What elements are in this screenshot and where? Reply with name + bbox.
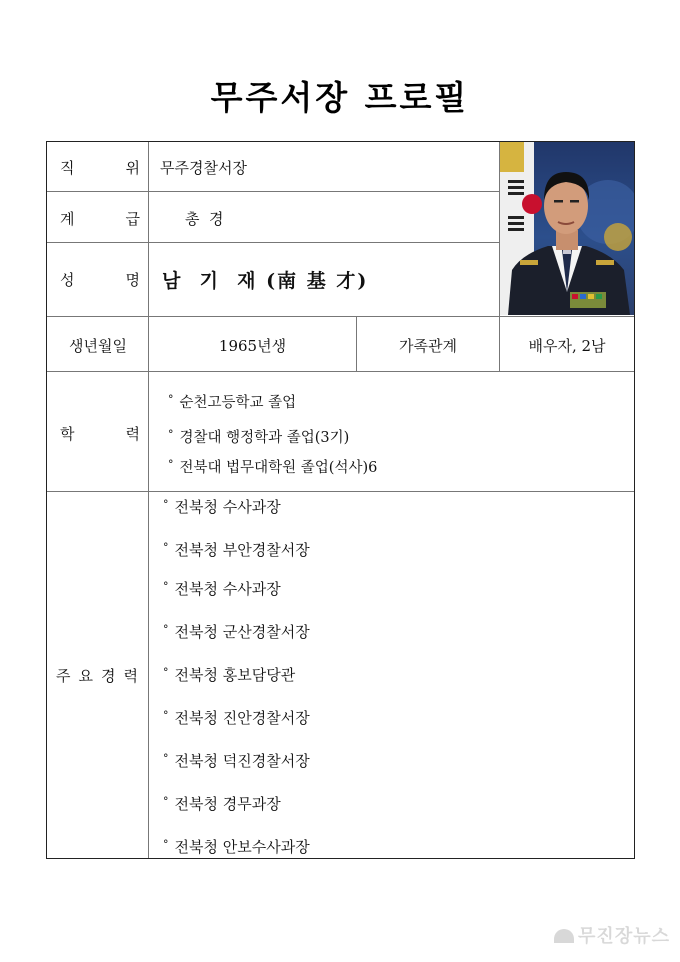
career-item: ° 전북청 부안경찰서장 <box>163 541 310 559</box>
watermark: 무진장뉴스 <box>554 922 670 948</box>
career-item: ° 전북청 군산경찰서장 <box>163 623 310 641</box>
row-divider <box>47 491 634 492</box>
officer-portrait-icon <box>500 142 634 315</box>
name-value: 남 기 재 (南 基 才) <box>162 270 369 292</box>
education-item: ° 전북대 법무대학원 졸업(석사)6 <box>168 458 378 476</box>
family-value: 배우자, 2남 <box>528 337 606 355</box>
row-divider <box>47 316 634 317</box>
rank-value: 총 경 <box>185 210 224 228</box>
career-item: ° 전북청 덕진경찰서장 <box>163 752 310 770</box>
birth-value: 1965년생 <box>218 337 287 355</box>
career-label: 주 요 경 력 <box>56 667 138 685</box>
position-label: 직 위 <box>60 159 140 177</box>
birth-label: 생년월일 <box>69 337 127 355</box>
position-value: 무주경찰서장 <box>160 159 247 177</box>
education-item: ° 순천고등학교 졸업 <box>168 393 297 411</box>
family-label: 가족관계 <box>399 337 457 355</box>
career-item: ° 전북청 경무과장 <box>163 795 281 813</box>
profile-photo <box>500 142 634 315</box>
row-divider <box>47 242 499 243</box>
name-label: 성 명 <box>60 271 140 289</box>
career-item: ° 전북청 홍보담당관 <box>163 666 296 684</box>
watermark-logo-icon <box>554 929 574 943</box>
row-divider <box>47 371 634 372</box>
education-label: 학 력 <box>60 425 140 443</box>
career-item: ° 전북청 진안경찰서장 <box>163 709 310 727</box>
page-title: 무주서장 프로필 <box>210 78 470 117</box>
rank-label: 계 급 <box>60 210 140 228</box>
career-item: ° 전북청 수사과장 <box>163 498 281 516</box>
education-item: ° 경찰대 행정학과 졸업(3기) <box>168 428 350 446</box>
col-divider <box>148 142 149 858</box>
row-divider <box>47 191 499 192</box>
career-item: ° 전북청 안보수사과장 <box>163 838 310 856</box>
career-item: ° 전북청 수사과장 <box>163 580 281 598</box>
